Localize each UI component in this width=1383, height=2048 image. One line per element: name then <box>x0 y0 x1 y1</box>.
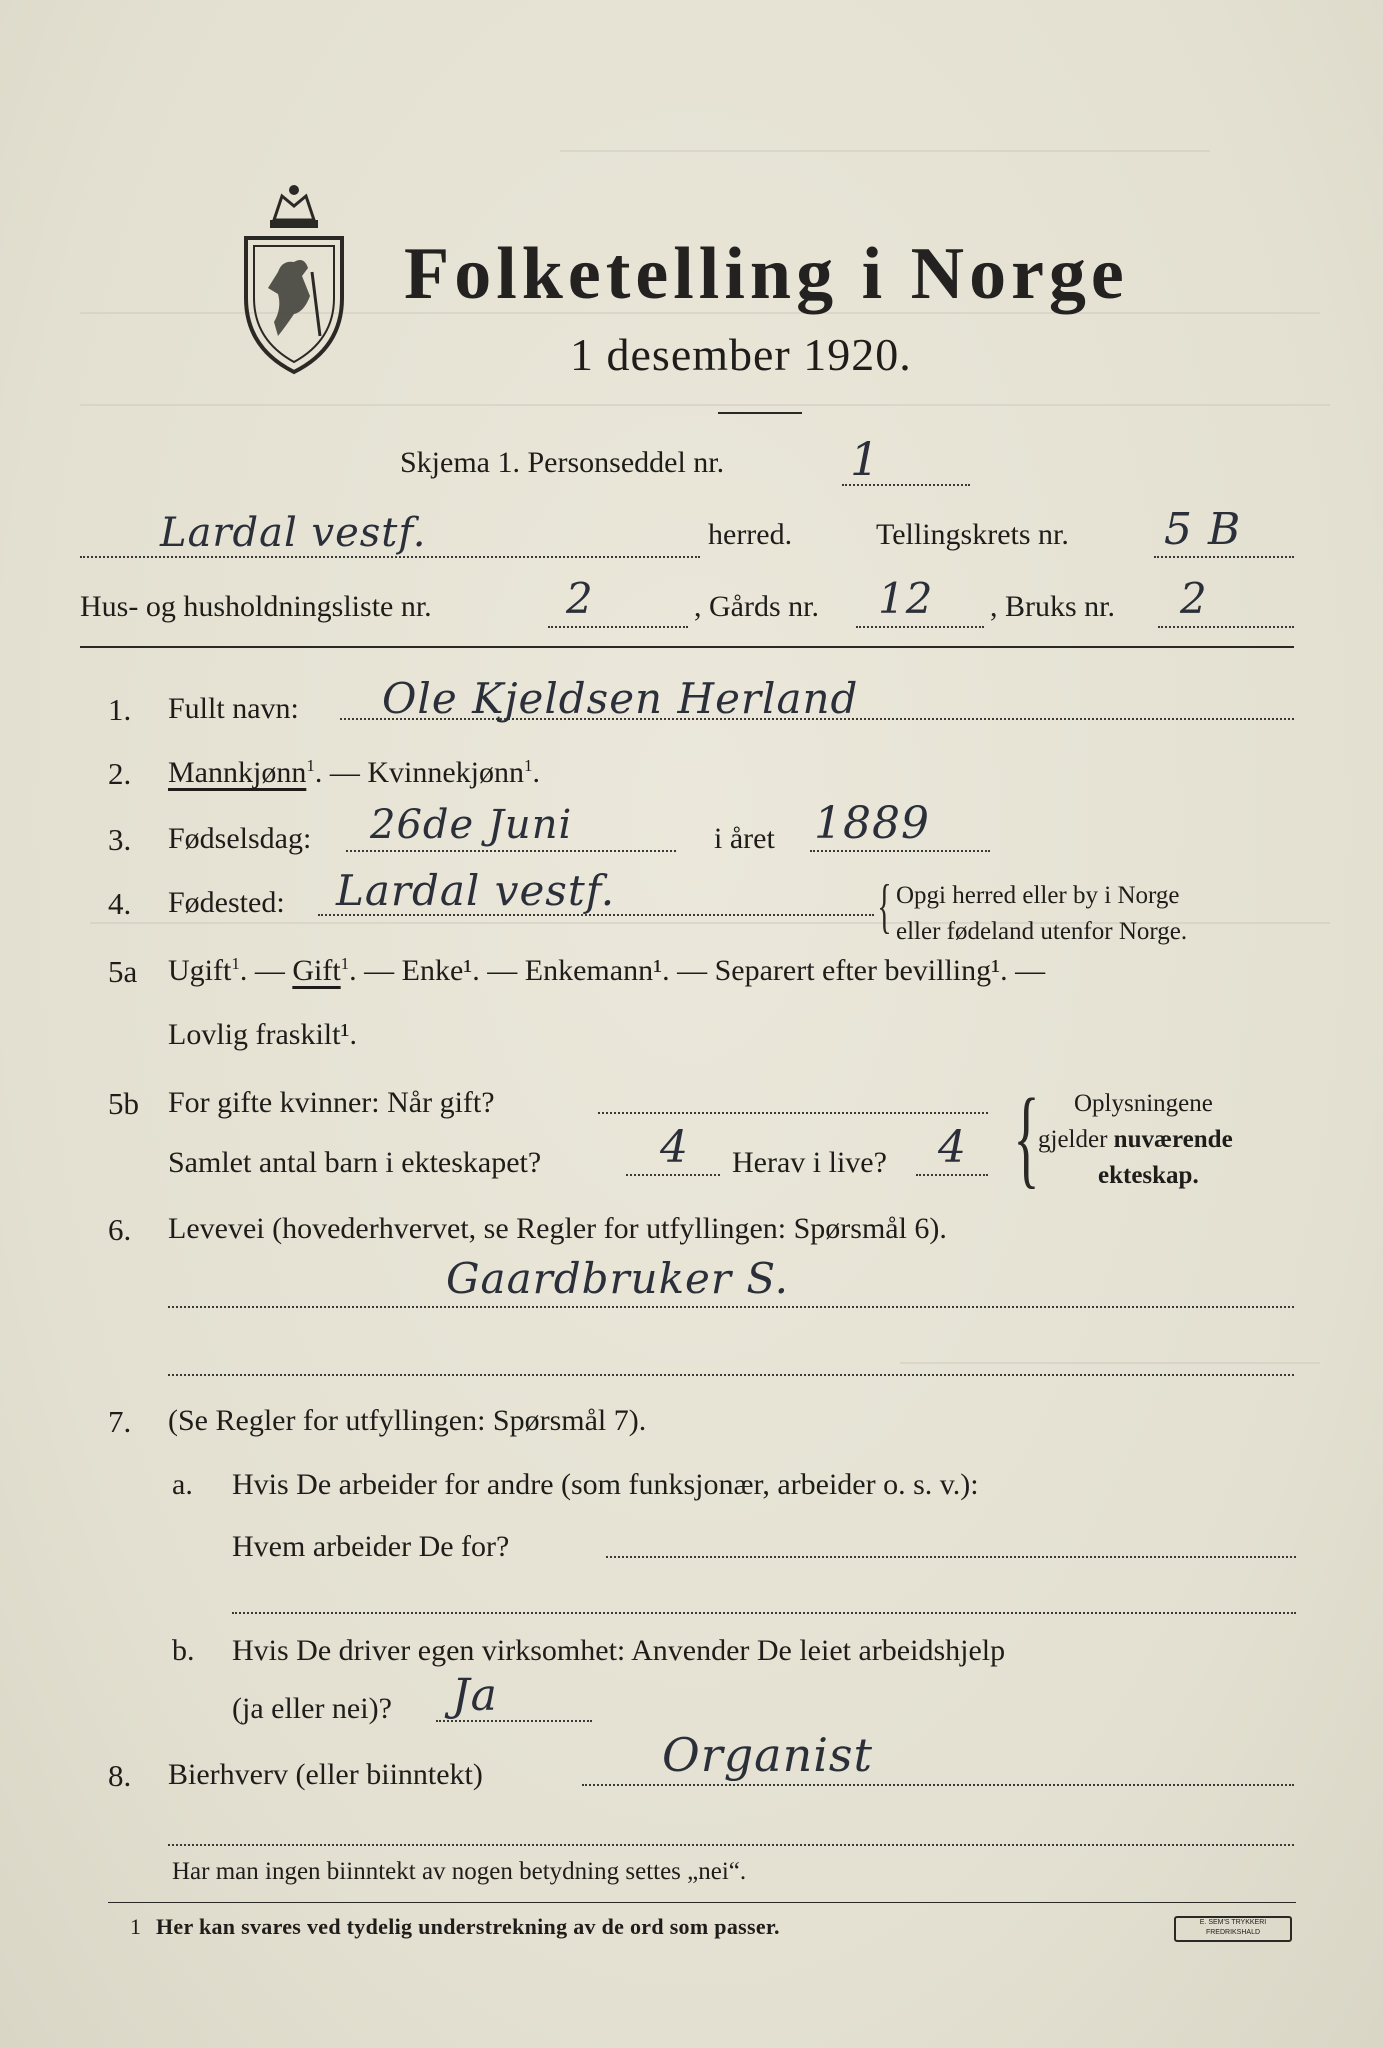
bleed-through-line <box>560 150 1210 152</box>
q5a-number: 5a <box>108 954 138 989</box>
q8-number: 8. <box>108 1758 132 1793</box>
children-count-value[interactable]: 4 <box>660 1122 689 1173</box>
hus-field-line <box>548 626 688 628</box>
q7a-line-2: Hvem arbeider De for? <box>232 1530 510 1563</box>
norwegian-coat-of-arms-icon <box>238 176 350 376</box>
children-alive-value[interactable]: 4 <box>938 1122 967 1173</box>
bruks-field-line <box>1158 626 1294 628</box>
birthplace-value[interactable]: Lardal vestf. <box>336 866 616 915</box>
footnote-text: Her kan svares ved tydelig understrekning av de ord som passer. <box>156 1914 780 1939</box>
herred-value[interactable]: Lardal vestf. <box>160 510 427 556</box>
title-divider <box>718 412 802 414</box>
q6-field-line-2 <box>168 1374 1294 1376</box>
q4-number: 4. <box>108 886 132 921</box>
lovlig-fraskilt-option[interactable]: Lovlig fraskilt¹. <box>168 1018 357 1051</box>
q4-label: Fødested: <box>168 886 285 919</box>
q4-note-line-2: eller fødeland utenfor Norge. <box>896 918 1188 945</box>
q5b-alive-field-line <box>916 1174 988 1176</box>
skjema-label: Skjema 1. Personseddel nr. <box>400 446 725 479</box>
tellingskrets-field-line <box>1154 556 1294 558</box>
biinntekt-note: Har man ingen biinntekt av nogen betydning settes „nei“. <box>172 1858 747 1885</box>
bruks-label: , Bruks nr. <box>990 590 1116 623</box>
q3-year-label: i året <box>714 822 775 855</box>
q4-note-brace: { <box>877 873 892 939</box>
q7b-line-1: Hvis De driver egen virksomhet: Anvender De leiet arbeidshjelp <box>232 1634 1006 1667</box>
ugift-option[interactable]: Ugift <box>168 954 232 987</box>
personseddel-nr-value[interactable]: 1 <box>850 432 881 486</box>
q5a-options-line-1: Ugift$^1$. — Gift$^1$. — Enke¹. — Enkemann¹. — Separert efter bevilling¹. — <box>168 954 1046 987</box>
q6-number: 6. <box>108 1212 132 1247</box>
printer-stamp: E. SEM'S TRYKKERI FREDRIKSHALD <box>1174 1916 1292 1942</box>
q5b-note-gjelder: gjelder <box>1038 1126 1114 1153</box>
q4-note-line-1: Opgi herred eller by i Norge <box>896 882 1180 909</box>
kvinnekjonn-option[interactable]: . — Kvinnekjønn <box>314 756 524 789</box>
q5b-children-field-line <box>626 1174 720 1176</box>
tellingskrets-nr-value[interactable]: 5 B <box>1164 504 1242 555</box>
bleed-through-line <box>80 404 1330 406</box>
hired-help-value[interactable]: Ja <box>452 1670 498 1721</box>
q7b-line-2: (ja eller nei)? <box>232 1692 392 1725</box>
herred-label: herred. <box>708 518 793 551</box>
bleed-through-line <box>900 1362 1320 1364</box>
q5b-note-line-1: Oplysningene <box>1074 1090 1213 1117</box>
herred-field-line <box>80 556 700 558</box>
q7a-field-line-2 <box>232 1612 1296 1614</box>
q1-number: 1. <box>108 692 132 727</box>
q8-label: Bierhverv (eller biinntekt) <box>168 1758 483 1791</box>
full-name-value[interactable]: Ole Kjeldsen Herland <box>382 674 859 723</box>
q7b-letter: b. <box>172 1634 195 1667</box>
q3-year-field-line <box>810 850 990 852</box>
q7a-letter: a. <box>172 1468 193 1501</box>
q8-field-line-2 <box>168 1844 1294 1846</box>
footer-divider <box>108 1902 1296 1903</box>
q2-end: . <box>532 756 540 789</box>
q5b-children-label: Samlet antal barn i ekteskapet? <box>168 1146 542 1179</box>
q2-options <box>168 756 540 790</box>
q7-label: (Se Regler for utfyllingen: Spørsmål 7). <box>168 1404 647 1437</box>
gift-option-selected[interactable]: Gift <box>292 954 341 987</box>
gards-nr-value[interactable]: 12 <box>878 574 934 623</box>
q5b-married-label: For gifte kvinner: Når gift? <box>168 1086 495 1119</box>
footnote-mark: 1 <box>130 1914 142 1939</box>
occupation-value[interactable]: Gaardbruker S. <box>446 1254 789 1303</box>
bruks-nr-value[interactable]: 2 <box>1180 574 1208 623</box>
q7a-field-line-1 <box>606 1556 1296 1558</box>
q5b-number: 5b <box>108 1086 139 1121</box>
gards-label: , Gårds nr. <box>694 590 819 623</box>
q5b-note-line-3: ekteskap. <box>1098 1162 1199 1189</box>
q7a-line-1: Hvis De arbeider for andre (som funksjonær, arbeider o. s. v.): <box>232 1468 979 1501</box>
form-title: Folketelling i Norge <box>404 233 1129 315</box>
gards-field-line <box>856 626 984 628</box>
side-occupation-value[interactable]: Organist <box>662 1728 874 1782</box>
q5a-other-options[interactable]: . — Enke¹. — Enkemann¹. — Separert efter bevilling¹. — <box>349 954 1046 987</box>
q6-label: Levevei (hovederhvervet, se Regler for utfyllingen: Spørsmål 6). <box>168 1212 947 1245</box>
hus-label: Hus- og husholdningsliste nr. <box>80 590 432 623</box>
q8-field-line <box>582 1784 1294 1786</box>
birthday-value[interactable]: 26de Juni <box>370 802 573 848</box>
q5b-alive-label: Herav i live? <box>732 1146 887 1179</box>
q3-number: 3. <box>108 822 132 857</box>
q1-label: Fullt navn: <box>168 692 299 725</box>
q6-field-line-1 <box>168 1306 1294 1308</box>
form-date: 1 desember 1920. <box>570 329 912 380</box>
q5b-note-line-2 <box>1038 1126 1233 1154</box>
q2-number: 2. <box>108 756 132 791</box>
header-divider <box>80 646 1294 648</box>
q7-number: 7. <box>108 1404 132 1439</box>
q2-footnote-ref-1: 1 <box>306 756 315 775</box>
q2-footnote-ref-2: 1 <box>523 756 533 775</box>
hus-nr-value[interactable]: 2 <box>566 574 594 623</box>
mannkjonn-option-selected[interactable]: Mannkjønn <box>168 756 307 789</box>
q3-label: Fødselsdag: <box>168 822 312 855</box>
tellingskrets-label: Tellingskrets nr. <box>876 518 1069 551</box>
q5b-note-nuvaerende: nuværende <box>1113 1126 1233 1153</box>
q3-day-field-line <box>346 850 676 852</box>
birth-year-value[interactable]: 1889 <box>814 798 930 849</box>
q5b-note-brace: { <box>1013 1076 1040 1198</box>
q5b-married-field-line <box>598 1112 988 1114</box>
